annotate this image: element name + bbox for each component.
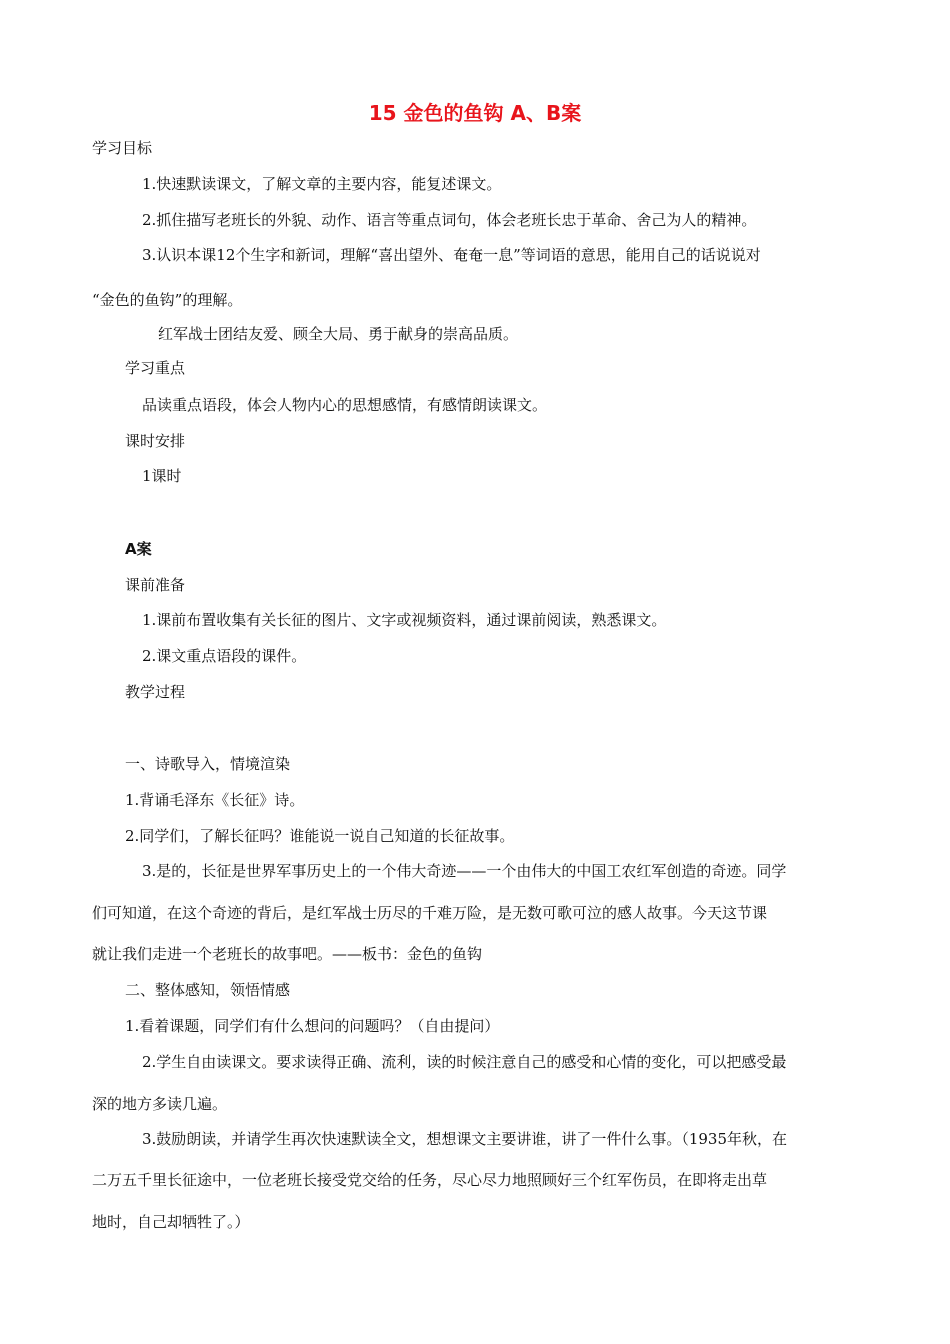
section1-line-1: 1.背诵毛泽东《长征》诗。 [125,791,305,809]
document-title: 15 金色的鱼钩 A、B案 [368,101,582,125]
plan-a-heading: A案 [125,540,152,558]
objective-line-4: “金色的鱼钩”的理解。 [92,291,243,309]
section1-line-2: 2.同学们，了解长征吗？谁能说一说自己知道的长征故事。 [125,827,515,845]
objective-line-2: 2.抓住描写老班长的外貌、动作、语言等重点词句，体会老班长忠于革命、舍己为人的精神。 [142,211,757,229]
section2-line-5: 二万五千里长征途中，一位老班长接受党交给的任务，尽心尽力地照顾好三个红军伤员，在即将走出草 [92,1171,768,1189]
prep-line-1: 1.课前布置收集有关长征的图片、文字或视频资料，通过课前阅读，熟悉课文。 [142,611,667,629]
key-points-text: 品读重点语段，体会人物内心的思想感情，有感情朗读课文。 [142,396,548,414]
section1-line-4: 们可知道，在这个奇迹的背后，是红军战士历尽的千难万险，是无数可歌可泣的感人故事。今天这节课 [92,904,768,922]
section2-line-1: 1.看着课题，同学们有什么想问的问题吗？（自由提问） [125,1017,500,1035]
schedule-heading: 课时安排 [125,432,186,450]
key-points-heading: 学习重点 [125,359,186,377]
schedule-text: 1课时 [142,467,182,485]
section2-line-3: 深的地方多读几遍。 [92,1095,228,1113]
section2-line-2: 2.学生自由读课文。要求读得正确、流利，读的时候注意自己的感受和心情的变化，可以把感受最 [142,1053,787,1071]
section2-line-6: 地时，自己却牺牲了。） [92,1213,250,1231]
section1-line-3: 3.是的，长征是世界军事历史上的一个伟大奇迹——一个由伟大的中国工农红军创造的奇迹。同学 [142,862,787,880]
process-heading: 教学过程 [125,683,186,701]
prep-heading: 课前准备 [125,576,186,594]
section1-line-5: 就让我们走进一个老班长的故事吧。——板书：金色的鱼钩 [92,945,483,963]
objective-line-1: 1.快速默读课文，了解文章的主要内容，能复述课文。 [142,175,502,193]
objectives-heading: 学习目标 [92,139,153,157]
section2-heading: 二、整体感知，领悟情感 [125,981,291,999]
objective-line-3: 3.认识本课12个生字和新词，理解“喜出望外、奄奄一息”等词语的意思，能用自己的话说说对 [142,246,761,264]
section2-line-4: 3.鼓励朗读，并请学生再次快速默读全文，想想课文主要讲谁，讲了一件什么事。（1935年秋，在 [142,1130,787,1148]
section1-heading: 一、诗歌导入，情境渲染 [125,755,291,773]
objective-extra: 红军战士团结友爱、顾全大局、勇于献身的崇高品质。 [158,325,519,343]
prep-line-2: 2.课文重点语段的课件。 [142,647,307,665]
